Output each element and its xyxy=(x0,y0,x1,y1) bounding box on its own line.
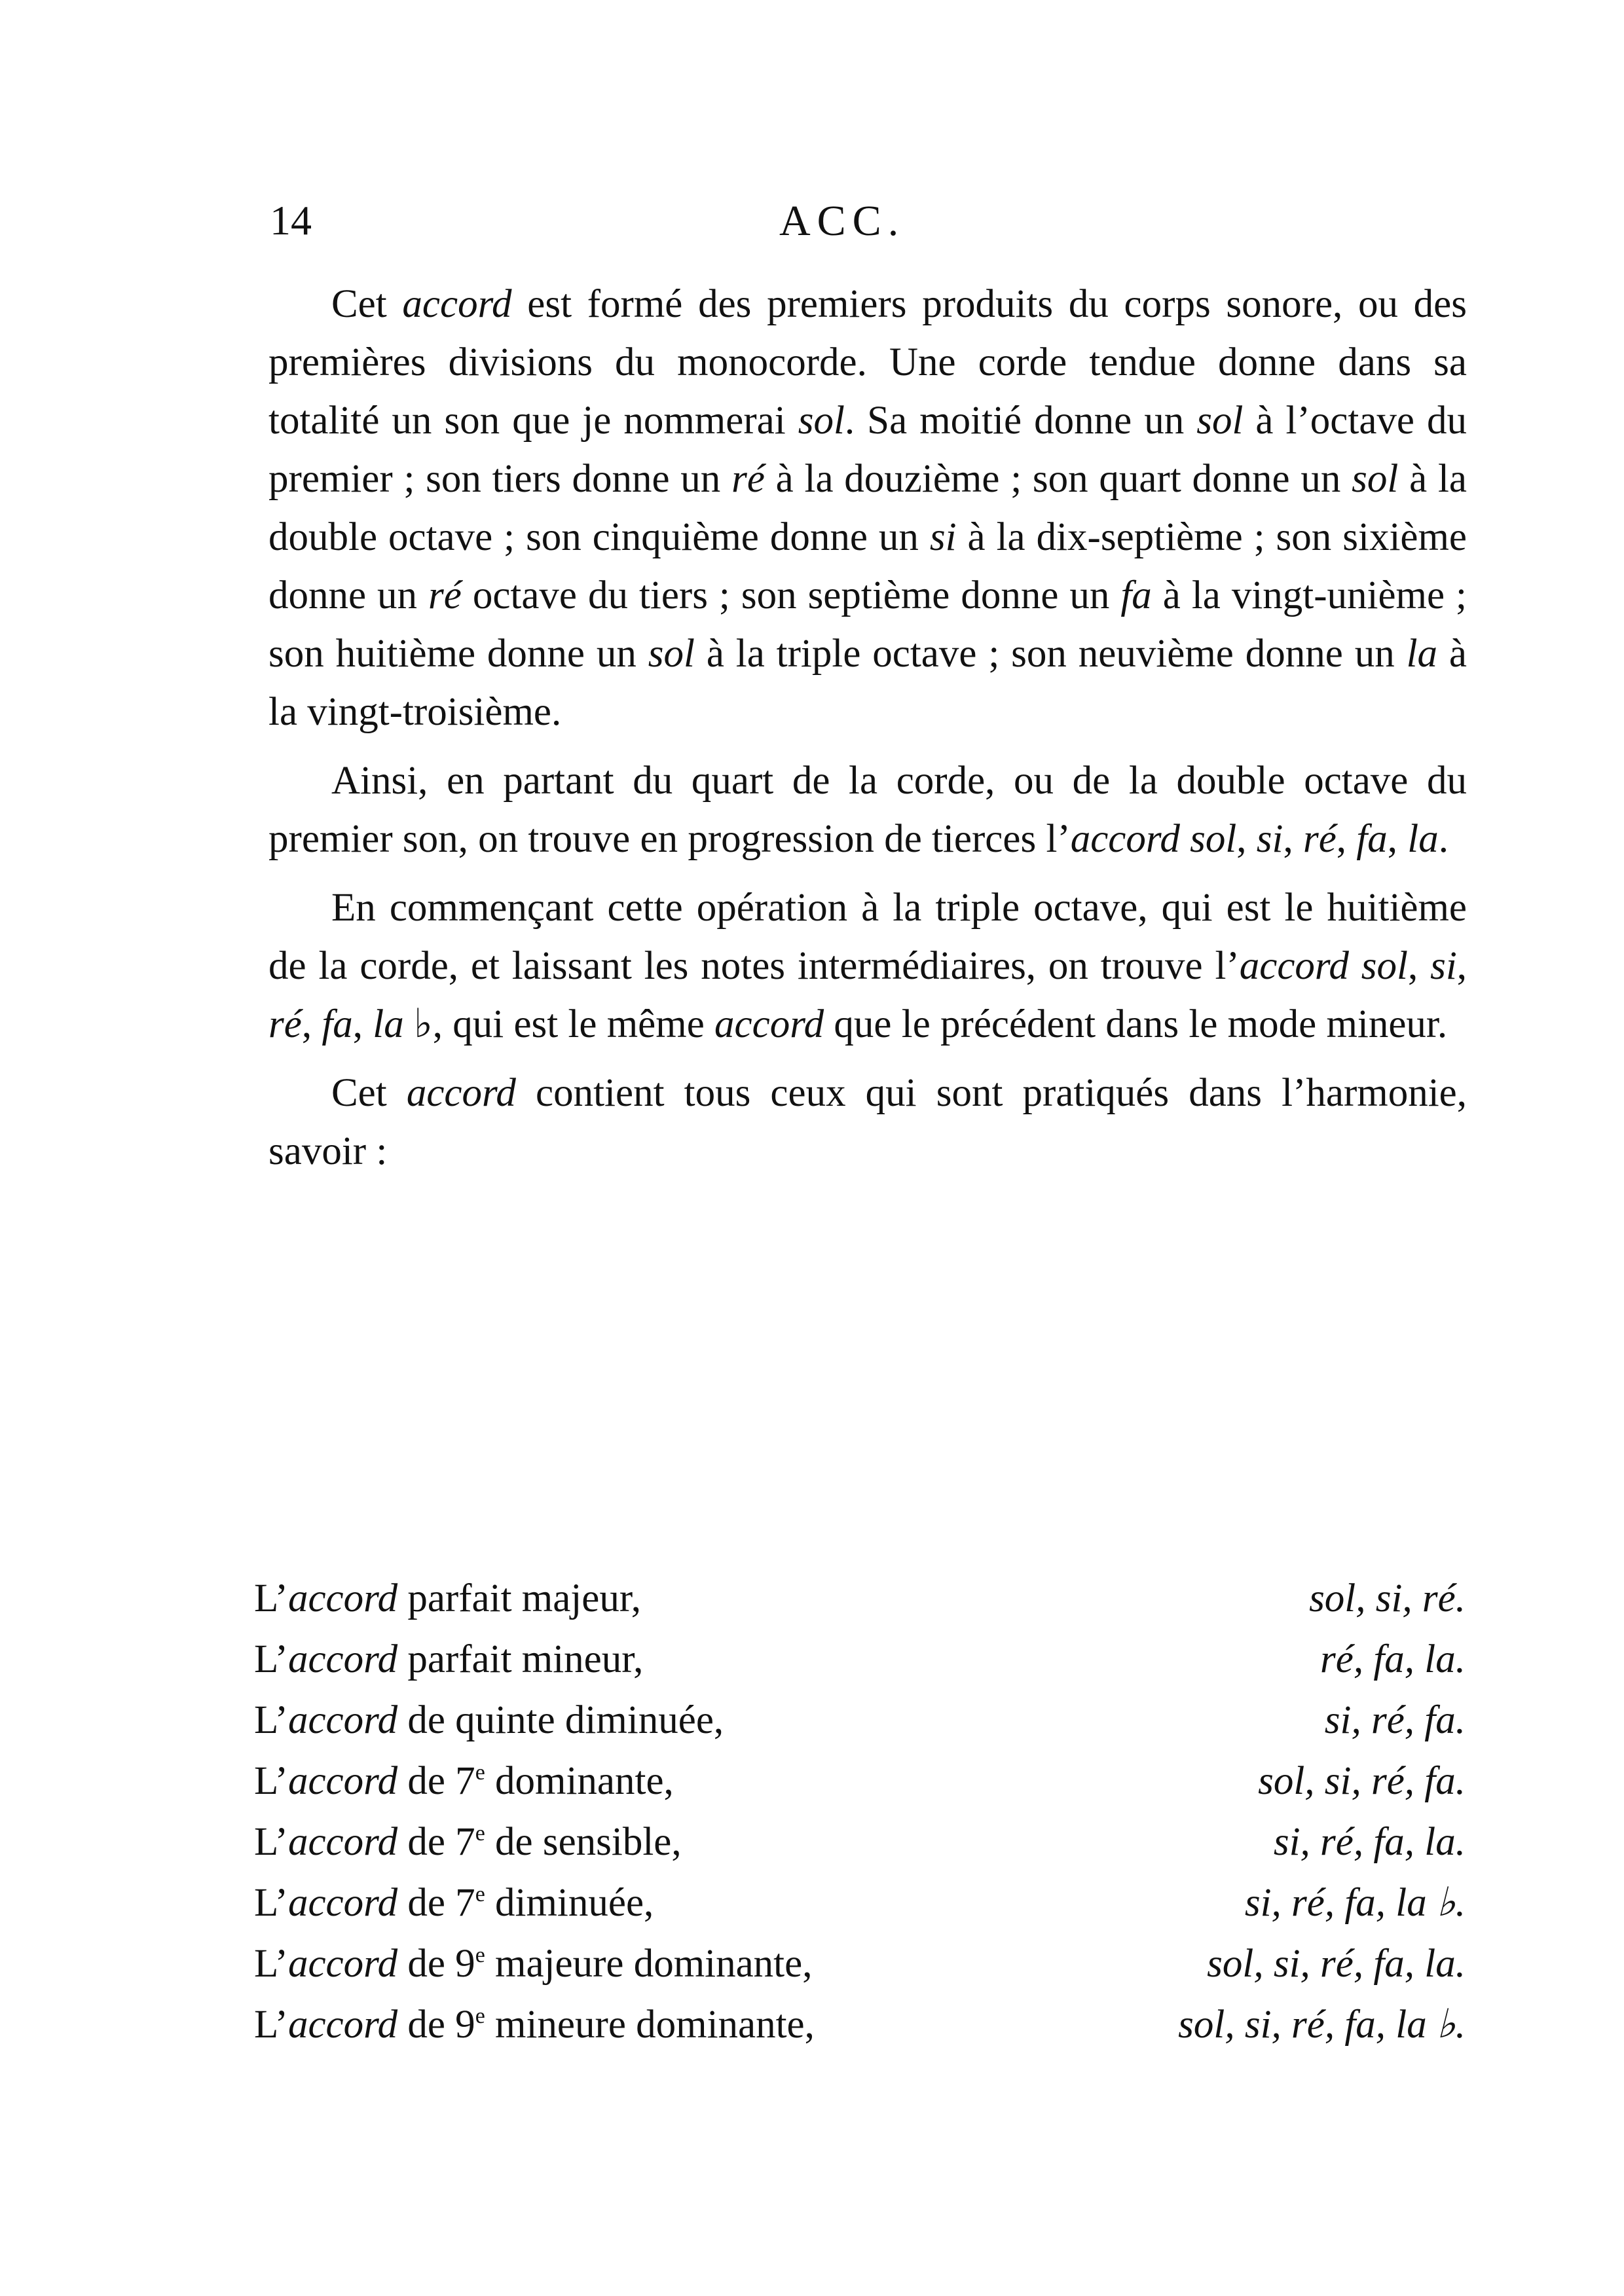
chord-name-fragment: de 7 xyxy=(397,1881,475,1925)
paragraph-fragment: accord sol xyxy=(1070,817,1237,861)
paragraph-fragment: accord xyxy=(402,282,512,326)
chord-name xyxy=(254,1690,724,1751)
paragraph-fragment: Ainsi, en partant du quart de la corde, ou de la double octave du premier son, on trouve en progression de tierces l’ xyxy=(268,759,1467,861)
paragraph-fragment: . xyxy=(1438,817,1449,861)
chord-name-fragment: e xyxy=(475,2004,485,2028)
paragraph-fragment: sol xyxy=(1352,457,1399,501)
paragraph-fragment: , xyxy=(1456,944,1467,988)
chord-name-fragment: L’ xyxy=(254,1881,288,1925)
paragraph-fragment: , xyxy=(301,1002,322,1046)
paragraph xyxy=(268,879,1467,1053)
chord-row xyxy=(254,1812,1466,1872)
chord-name-fragment: L’ xyxy=(254,1820,288,1864)
paragraph-fragment: accord xyxy=(714,1002,824,1046)
chord-name xyxy=(254,1812,682,1872)
paragraph-fragment: , xyxy=(1336,817,1357,861)
paragraph-fragment: à la double octave ; son cinquième donne un xyxy=(268,457,1467,559)
chord-name-fragment: L’ xyxy=(254,1759,288,1803)
chord-name-fragment: accord xyxy=(287,1698,398,1742)
body-text xyxy=(268,275,1467,1191)
chord-name-fragment: de quinte diminuée, xyxy=(397,1698,724,1742)
paragraph-fragment: à la vingt-troisième. xyxy=(268,632,1467,734)
paragraph-fragment: sol xyxy=(798,399,845,443)
chord-name-fragment: accord xyxy=(287,1637,398,1681)
paragraph-fragment: Cet xyxy=(331,282,403,326)
chord-name-fragment: parfait mineur, xyxy=(397,1637,644,1681)
paragraph-fragment: . Sa moitié donne un xyxy=(844,399,1197,443)
chord-name-fragment: de 9 xyxy=(397,1942,475,1986)
chord-name-fragment: dominante, xyxy=(485,1759,674,1803)
chord-notes: si, ré, fa. xyxy=(1324,1698,1466,1742)
chord-row xyxy=(254,1751,1466,1812)
paragraph-fragment: , xyxy=(1283,817,1303,861)
chord-name-fragment: L’ xyxy=(254,1942,288,1986)
paragraph-fragment: accord xyxy=(406,1071,516,1115)
chord-notes: sol, si, ré. xyxy=(1309,1576,1466,1620)
paragraph-fragment: ré xyxy=(428,574,462,617)
chord-name-fragment: accord xyxy=(287,1881,398,1925)
chord-row xyxy=(254,1933,1466,1994)
chord-name-fragment: accord xyxy=(287,1820,398,1864)
paragraph-fragment: la xyxy=(1407,817,1439,861)
chord-name-fragment: e xyxy=(475,1760,485,1785)
chord-name-fragment: parfait majeur, xyxy=(397,1576,641,1620)
paragraph-fragment: ♭, qui est le même xyxy=(403,1002,715,1046)
paragraph-fragment: , xyxy=(1236,817,1257,861)
paragraph-fragment: ré xyxy=(1302,817,1337,861)
paragraph-fragment: si xyxy=(929,515,957,559)
paragraph xyxy=(268,275,1467,741)
paragraph xyxy=(268,752,1467,868)
running-head: ACC. xyxy=(779,197,906,245)
paragraph-fragment: contient tous ceux qui sont pratiqués dans l’harmonie, savoir : xyxy=(268,1071,1467,1173)
chord-name-fragment: mineure dominante, xyxy=(485,2003,815,2047)
paragraph-fragment: à la dix-septième ; son sixième donne un xyxy=(268,515,1467,617)
paragraph xyxy=(268,1064,1467,1180)
paragraph-fragment: si xyxy=(1256,817,1283,861)
chord-name-fragment: accord xyxy=(287,1942,398,1986)
paragraph-fragment: En commençant cette opération à la triple octave, qui est le huitième de la corde, et laissant les notes intermédiaires, on trouve l’ xyxy=(268,886,1467,988)
chord-name-fragment: L’ xyxy=(254,1637,288,1681)
paragraph-fragment: à l’octave du premier ; son tiers donne un xyxy=(268,399,1467,501)
paragraph-fragment: fa xyxy=(1120,574,1152,617)
chord-name-fragment: e xyxy=(475,1821,485,1846)
paragraph-fragment: ré xyxy=(268,1002,302,1046)
chord-name-fragment: accord xyxy=(287,1759,398,1803)
chord-name xyxy=(254,1751,674,1812)
chord-name xyxy=(254,1568,641,1629)
paragraph-fragment: sol xyxy=(1196,399,1244,443)
chord-name-fragment: de 9 xyxy=(397,2003,475,2047)
paragraph-fragment: la xyxy=(1406,632,1438,676)
chord-row xyxy=(254,1629,1466,1690)
paragraph-fragment: à la vingt-unième ; son huitième donne un xyxy=(268,574,1467,676)
chord-name-fragment: e xyxy=(475,1943,485,1967)
paragraph-fragment: si xyxy=(1430,944,1457,988)
paragraph-fragment: ré xyxy=(731,457,765,501)
paragraph-fragment: à la douzième ; son quart donne un xyxy=(764,457,1352,501)
paragraph-fragment: est formé des premiers produits du corps sonore, ou des premières divisions du monocorde. Une corde tendue donne dans sa totalité un son que je nommerai xyxy=(268,282,1467,443)
chord-name-fragment: accord xyxy=(287,2003,398,2047)
chord-name-fragment: diminuée, xyxy=(485,1881,654,1925)
chord-name xyxy=(254,1994,815,2055)
chord-notes: sol, si, ré, fa. xyxy=(1258,1759,1466,1803)
chord-name xyxy=(254,1872,654,1933)
chord-notes: si, ré, fa, la. xyxy=(1273,1820,1466,1864)
chord-name-fragment: de 7 xyxy=(397,1820,475,1864)
paragraph-fragment: la xyxy=(373,1002,404,1046)
paragraph-fragment: sol xyxy=(648,632,695,676)
paragraph-fragment: , xyxy=(1387,817,1408,861)
chord-row xyxy=(254,1994,1466,2055)
chord-name-fragment: e xyxy=(475,1882,485,1906)
chord-name-fragment: L’ xyxy=(254,2003,288,2047)
chord-notes: sol, si, ré, fa, la ♭. xyxy=(1178,2003,1466,2047)
chord-name-fragment: de sensible, xyxy=(485,1820,682,1864)
chord-row xyxy=(254,1872,1466,1933)
chord-name-fragment: de 7 xyxy=(397,1759,475,1803)
paragraph-fragment: que le précédent dans le mode mineur. xyxy=(824,1002,1448,1046)
chord-notes: ré, fa, la. xyxy=(1320,1637,1466,1681)
paragraph-fragment: Cet xyxy=(331,1071,407,1115)
paragraph-fragment: accord sol xyxy=(1239,944,1408,988)
page-number: 14 xyxy=(270,197,312,244)
paragraph-fragment: , xyxy=(352,1002,373,1046)
chord-name-fragment: L’ xyxy=(254,1576,288,1620)
chord-row xyxy=(254,1690,1466,1751)
chord-row xyxy=(254,1568,1466,1629)
chord-name-fragment: accord xyxy=(287,1576,398,1620)
chord-notes: sol, si, ré, fa, la. xyxy=(1207,1942,1466,1986)
chord-list xyxy=(254,1568,1466,2055)
paragraph-fragment: octave du tiers ; son septième donne un xyxy=(461,574,1121,617)
paragraph-fragment: fa xyxy=(1356,817,1388,861)
chord-notes: si, ré, fa, la ♭. xyxy=(1244,1881,1466,1925)
chord-name-fragment: majeure dominante, xyxy=(485,1942,813,1986)
chord-name xyxy=(254,1933,812,1994)
paragraph-fragment: fa xyxy=(322,1002,353,1046)
paragraph-fragment: à la triple octave ; son neuvième donne un xyxy=(694,632,1407,676)
paragraph-fragment: , xyxy=(1407,944,1431,988)
chord-name xyxy=(254,1629,643,1690)
chord-name-fragment: L’ xyxy=(254,1698,288,1742)
